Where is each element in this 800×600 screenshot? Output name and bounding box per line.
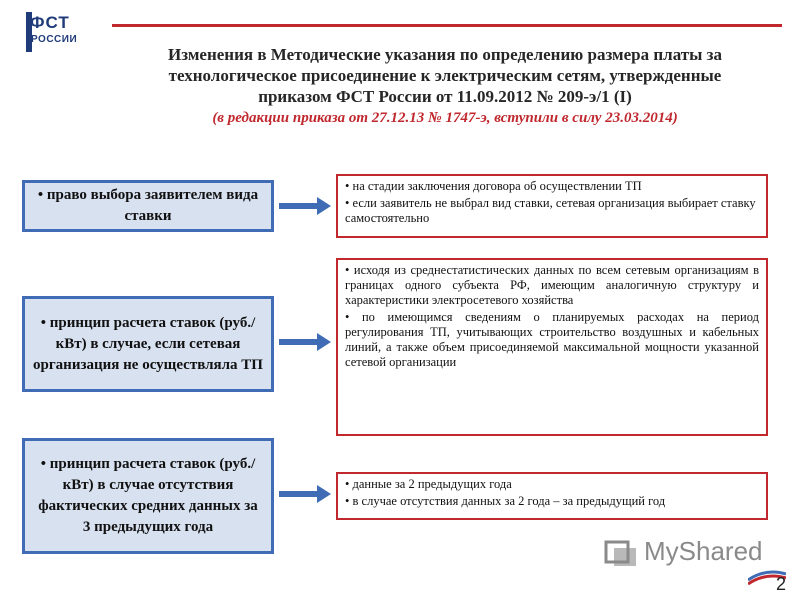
title-line-1: Изменения в Методические указания по определению размера платы за [168,45,722,64]
title-line-2: технологическое присоединение к электрическим сетям, утвержденные [168,66,722,85]
left-box-no-tp-text: • принцип расчета ставок (руб./кВт) в случае, если сетевая организация не осуществляла ТП [33,314,263,373]
list-item: • на стадии заключения договора об осуществлении ТП [345,179,642,193]
list-item: • если заявитель не выбрал вид ставки, сетевая организация выбирает ставку самостоятельно [345,196,756,225]
left-box-no-data [22,438,274,554]
right-box-no-tp [336,258,768,436]
page-title [110,44,780,107]
arrow-right-icon [279,484,331,504]
list-item: • исходя из среднестатистических данных по всем сетевым организациям в границах одного субъекта РФ, имеющим аналогичную структуру и характеристики электросетевого хозяйства [345,263,759,307]
logo-subtext: РОССИИ [31,34,78,45]
right-box-choice [336,174,768,238]
list-item: • в случае отсутствия данных за 2 года – за предыдущий год [345,494,666,508]
myshared-logo-icon [604,538,640,568]
right-box-no-data [336,472,768,520]
logo-text: ФСТ [30,13,70,32]
arrow-right-icon [279,332,331,352]
page-subtitle: (в редакции приказа от 27.12.13 № 1747-э, вступили в силу 23.03.2014) [212,110,678,126]
page-number: 2 [776,574,787,594]
left-box-no-tp [22,296,274,392]
arrow-right-icon [279,196,331,216]
left-box-choice [22,180,274,232]
myshared-watermark: MyShared [644,536,763,566]
list-item: • по имеющимся сведениям о планируемых расходах на период регулирования ТП, учитывающих строительство воздушных и кабельных линий, а также объем присоединяемой максимальной мощности указанной сетевой организации [345,310,759,369]
header-divider [112,24,782,27]
title-line-3: приказом ФСТ России от 11.09.2012 № 209-э/1 (I) [258,87,632,106]
left-box-choice-text: • право выбора заявителем вида ставки [37,187,259,224]
list-item: • данные за 2 предыдущих года [345,477,512,491]
left-box-no-data-text: • принцип расчета ставок (руб./кВт) в случае отсутствия фактических средних данных за 3 предыдущих года [38,456,258,535]
